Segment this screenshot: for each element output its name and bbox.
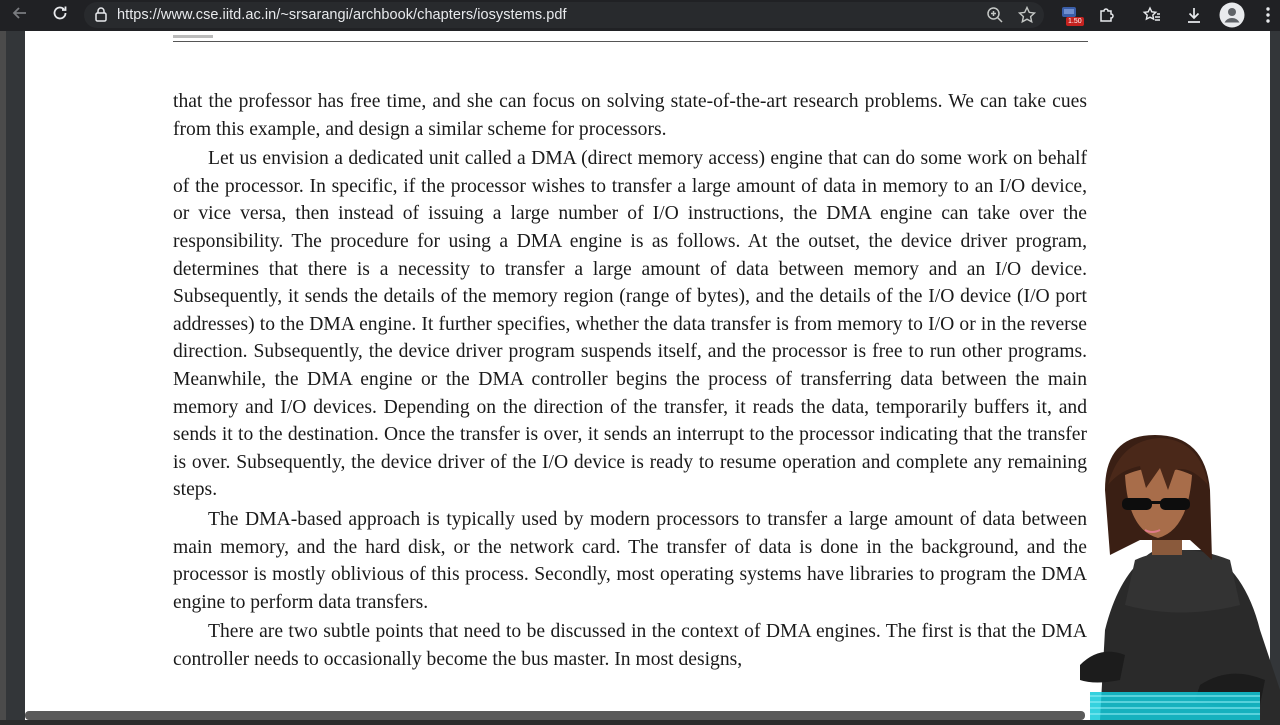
arrow-left-icon	[11, 4, 29, 27]
extension-icon[interactable]	[1059, 5, 1082, 25]
viewer-left-edge	[0, 31, 6, 720]
url-text: https://www.cse.iitd.ac.in/~srsarangi/archbook/chapters/iosystems.pdf	[117, 7, 567, 23]
page-body-text[interactable]	[173, 88, 1087, 675]
reading-list-icon[interactable]	[1142, 5, 1162, 25]
paragraph: that the professor has free time, and she can focus on solving state-of-the-art research problems. We can take cues from this example, and design a similar scheme for processors.	[173, 91, 1087, 140]
kebab-menu-icon[interactable]	[1258, 5, 1278, 25]
back-button[interactable]	[8, 4, 32, 26]
header-rule	[173, 41, 1088, 42]
extension-badge: 1.50	[1068, 18, 1082, 25]
paragraph: Let us envision a dedicated unit called a DMA (direct memory access) engine that can do some work on behalf of the processor. In specific, if the processor wishes to transfer a large amount of data in memory to an I/O device, or vice versa, then instead of issuing a large number of I/O instructions, the DMA engine can take over the responsibility. The procedure for using a DMA engine is as follows. At the outset, the device driver program, determines that there is a necessity to transfer a large amount of data between memory and an I/O device. Subsequently, it sends the details of the memory region (range of bytes), and the details of the I/O device (I/O port addresses) to the DMA engine. It further specifies, whether the data transfer is from memory to I/O or in the reverse direction. Subsequently, the device driver program suspends itself, and the processor is free to run other programs. Meanwhile, the DMA engine or the DMA controller begins the process of transferring data between the main memory and I/O devices. Depending on the direction of the transfer, it reads the data, temporarily buffers it, and sends it to the destination. Once the transfer is over, it sends an interrupt to the processor indicating that the transfer is over. Subsequently, the device driver of the I/O device is ready to resume operation and complete any remaining steps.	[173, 148, 1087, 501]
browser-toolbar	[0, 0, 1280, 31]
avatar-overlay	[1080, 430, 1280, 720]
paragraph: The DMA-based approach is typically used by modern processors to transfer a large amount of data between main memory, and the hard disk, or the network card. The transfer of data is done in the background, and the processor is mostly oblivious of this process. Secondly, most operating systems have libraries to program the DMA engine to perform data transfers.	[173, 508, 1087, 613]
star-icon[interactable]	[1017, 5, 1037, 25]
reload-icon	[51, 4, 69, 27]
download-icon[interactable]	[1184, 5, 1204, 25]
paragraph: There are two subtle points that need to be discussed in the context of DMA engines. The first is that the DMA controller needs to occasionally become the bus master. In most designs,	[173, 621, 1087, 670]
header-rule-stub	[173, 35, 213, 38]
site-info-icon[interactable]	[91, 5, 111, 25]
address-bar[interactable]	[84, 2, 1044, 28]
profile-icon[interactable]	[1219, 2, 1245, 28]
zoom-icon[interactable]	[985, 5, 1005, 25]
reload-button[interactable]	[48, 4, 72, 26]
puzzle-icon[interactable]	[1097, 5, 1117, 25]
horizontal-scrollbar[interactable]	[25, 711, 1085, 720]
